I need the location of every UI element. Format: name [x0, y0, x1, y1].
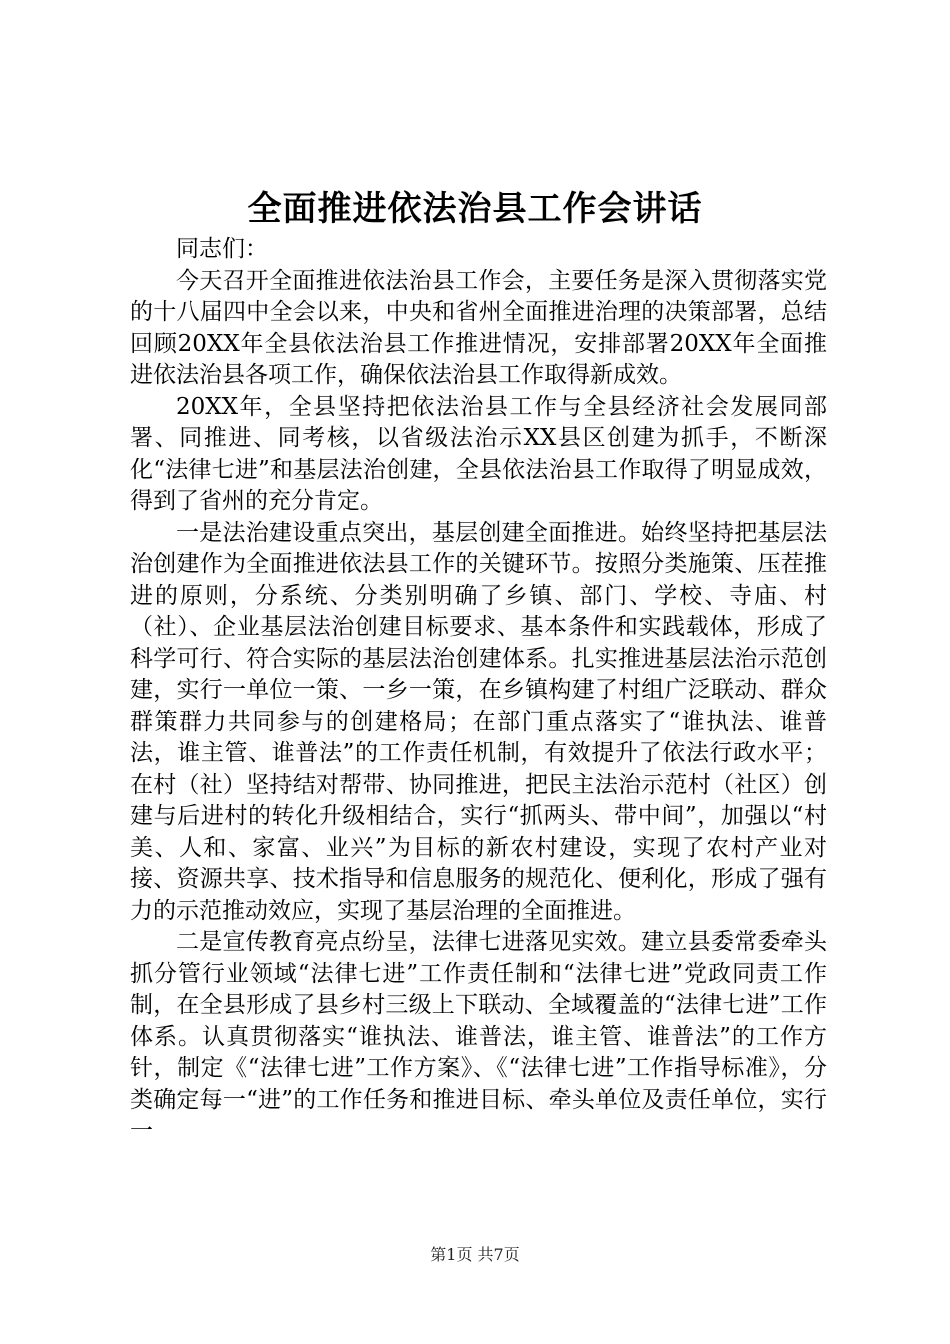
document-title: 全面推进依法治县工作会讲话: [247, 189, 703, 229]
paragraph-summary: 20XX年，全县坚持把依法治县工作与全县经济社会发展同部署、同推进、同考核，以省级法治示XX县区创建为抓手，不断深化“法律七进”和基层法治创建，全县依法治县工作取得了明显成效，得到了省州的充分肯定。: [130, 393, 827, 514]
page-number-footer: 第1页 共7页: [430, 1245, 520, 1264]
document-body: [130, 234, 827, 1148]
paragraph-point-one: 一是法治建设重点突出，基层创建全面推进。始终坚持把基层法治创建作为全面推进依法县工作的关键环节。按照分类施策、压茬推进的原则，分系统、分类别明确了乡镇、部门、学校、寺庙、村（社）、企业基层法治创建目标要求、基本条件和实践载体，形成了科学可行、符合实际的基层法治创建体系。扎实推进基层法治示范创建，实行一单位一策、一乡一策，在乡镇构建了村组广泛联动、群众群策群力共同参与的创建格局；在部门重点落实了“谁执法、谁普法，谁主管、谁普法”的工作责任机制，有效提升了依法行政水平；在村（社）坚持结对帮带、协同推进，把民主法治示范村（社区）创建与后进村的转化升级相结合，实行“抓两头、带中间”，加强以“村美、人和、家富、业兴”为目标的新农村建设，实现了农村产业对接、资源共享、技术指导和信息服务的规范化、便利化，形成了强有力的示范推动效应，实现了基层治理的全面推进。: [130, 519, 827, 924]
salutation: 同志们：: [176, 236, 268, 262]
paragraph-point-two: 二是宣传教育亮点纷呈，法律七进落见实效。建立县委常委牵头抓分管行业领域“法律七进”工作责任制和“法律七进”党政同责工作制，在全县形成了县乡村三级上下联动、全域覆盖的“法律七进”工作体系。认真贯彻落实“谁执法、谁普法，谁主管、谁普法”的工作方针，制定《“法律七进”工作方案》、《“法律七进”工作指导标准》，分类确定每一“进”的工作任务和推进目标、牵头单位及责任单位，实行一: [130, 929, 827, 1144]
paragraph-intro: 今天召开全面推进依法治县工作会，主要任务是深入贯彻落实党的十八届四中全会以来，中央和省州全面推进治理的决策部署，总结回顾20XX年全县依法治县工作推进情况，安排部署20XX年全面推进依法治县各项工作，确保依法治县工作取得新成效。: [130, 267, 827, 388]
